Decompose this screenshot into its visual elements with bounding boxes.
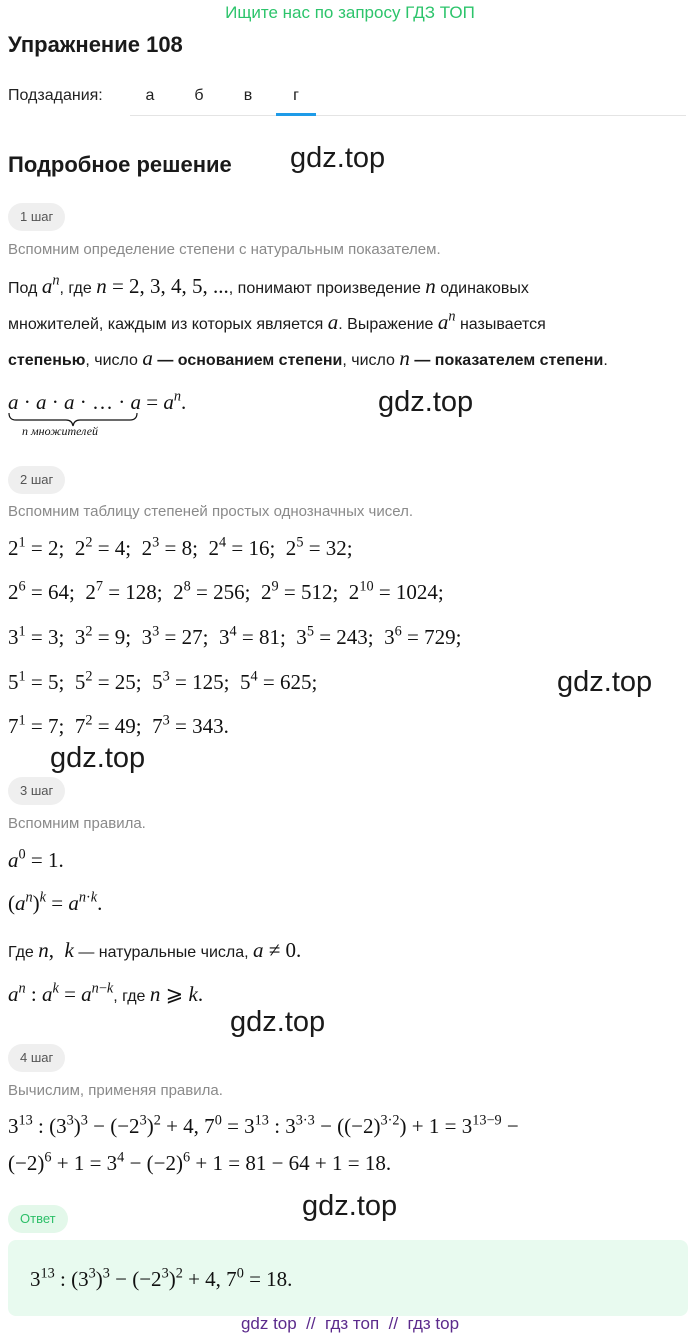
step-1-line-1: Под $a^n$, где n = 2, 3, 4, 5, ..., понимают произведение n одинаковых (8, 272, 529, 298)
rule-conditions: Где n, k — натуральные числа, a ≠ 0. (8, 938, 302, 962)
active-tab-indicator (276, 113, 316, 116)
step-1-badge: 1 шаг (8, 203, 65, 231)
subtasks-divider (130, 115, 686, 116)
rule-power-of-power: $(a^n)^k = a^{n\cdot k}$. (8, 889, 103, 915)
watermark: gdz.top (378, 386, 474, 418)
watermark: gdz.top (50, 742, 146, 774)
subtask-tab-b[interactable]: б (194, 87, 204, 104)
watermark: gdz.top (302, 1190, 398, 1222)
powers-of-two-row-1: $2^1 = 2$; $2^2 = 4$; $2^3 = 8$; $2^4 = 16$; $2^5 = 32$; (8, 534, 353, 560)
promo-banner: Ищите нас по запросу ГДЗ ТОП (225, 3, 475, 22)
power-definition-formula: a · a · a · … · $a = a^n$. (8, 388, 187, 414)
step-2-description: Вспомним таблицу степеней простых однозначных чисел. (8, 503, 413, 520)
page-title: Упражнение 108 (8, 32, 183, 57)
footer-links: gdz top // гдз топ // гдз top (240, 1314, 460, 1333)
watermark: gdz.top (230, 1006, 326, 1038)
section-title: Подробное решение (8, 152, 232, 177)
subtask-tab-g[interactable]: г (293, 87, 299, 104)
step-1-line-3: степенью, число a — основанием степени, число n — показателем степени. (8, 346, 608, 370)
step-3-description: Вспомним правила. (8, 815, 146, 832)
step-2-badge: 2 шаг (8, 466, 65, 494)
step-3-badge: 3 шаг (8, 777, 65, 805)
underbrace-label: n множителей (22, 424, 99, 438)
step-1-description: Вспомним определение степени с натуральным показателем. (8, 241, 441, 258)
watermark: gdz.top (557, 666, 653, 698)
watermark: gdz.top (290, 142, 386, 174)
step-4-badge: 4 шаг (8, 1044, 65, 1072)
rule-zero-power: $a^0 = 1$. (8, 846, 64, 872)
powers-of-seven-row: $7^1 = 7$; $7^2 = 49$; $7^3 = 343$. (8, 712, 229, 738)
answer-formula: $3^{13}$ : $(3^3)^3 - (-2^3)^2 + 4$, $7^0 = 18$. (30, 1265, 293, 1291)
step-1-line-2: множителей, каждым из которых является a. Выражение $a^n$ называется (8, 308, 546, 334)
answer-badge: Ответ (8, 1205, 68, 1233)
calculation-line-2: $(-2)^6 + 1 = 3^4 - (-2)^6 + 1 = 81 - 64 + 1 = 18$. (8, 1149, 392, 1175)
calculation-line-1: $3^{13}$ : $(3^3)^3 - (-2^3)^2 + 4$, $7^0 = 3^{13}$ : $3^{3\cdot 3} - ((-2)^{3\cdot 2}) + 1 = 3^{13-9}$ − (8, 1112, 519, 1138)
powers-of-two-row-2: $2^6 = 64$; $2^7 = 128$; $2^8 = 256$; $2^9 = 512$; $2^{10} = 1024$; (8, 578, 444, 604)
subtasks-label: Подзадания: (8, 87, 103, 104)
rule-division: $a^n$ : $a^k = a^{n-k}$, где n ⩾ k. (8, 980, 204, 1006)
subtask-tab-a[interactable]: а (145, 87, 155, 104)
powers-of-five-row: $5^1 = 5$; $5^2 = 25$; $5^3 = 125$; $5^4 = 625$; (8, 668, 318, 694)
subtask-tab-v[interactable]: в (243, 87, 253, 104)
step-4-description: Вычислим, применяя правила. (8, 1082, 223, 1099)
powers-of-three-row: $3^1 = 3$; $3^2 = 9$; $3^3 = 27$; $3^4 = 81$; $3^5 = 243$; $3^6 = 729$; (8, 623, 462, 649)
